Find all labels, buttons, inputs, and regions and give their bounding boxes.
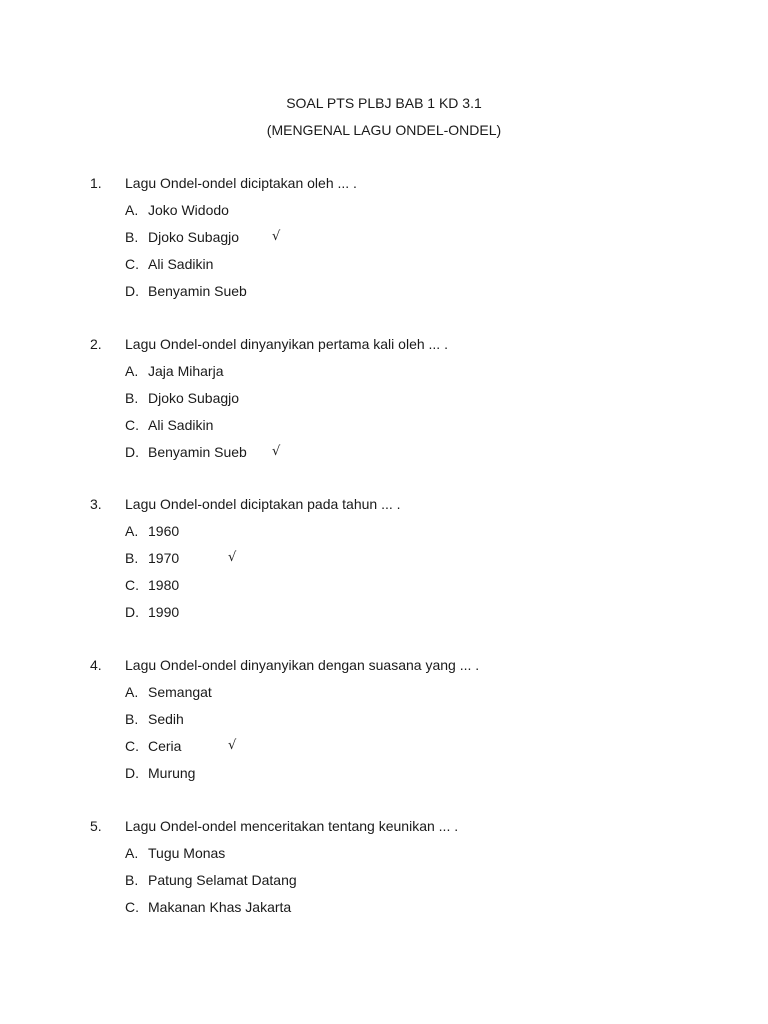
option-text: 1990 — [148, 604, 180, 620]
option-letter: B. — [125, 872, 139, 888]
option-letter: A. — [125, 845, 139, 861]
option-letter: A. — [125, 363, 139, 379]
option-text: Benyamin Sueb — [148, 444, 247, 460]
question-text: Lagu Ondel-ondel diciptakan oleh ... . — [125, 175, 357, 191]
option-letter: A. — [125, 523, 139, 539]
question-4 — [0, 656, 768, 791]
option-text: Joko Widodo — [148, 202, 229, 218]
answer-option — [0, 898, 768, 925]
answer-option — [0, 416, 768, 443]
answer-option — [0, 737, 768, 764]
option-letter: B. — [125, 711, 139, 727]
option-text: Benyamin Sueb — [148, 283, 247, 299]
answer-option — [0, 389, 768, 416]
option-text: 1970 — [148, 550, 180, 566]
option-text: 1960 — [148, 523, 180, 539]
option-letter: C. — [125, 577, 139, 593]
answer-option — [0, 576, 768, 603]
option-letter: D. — [125, 444, 139, 460]
answer-option — [0, 201, 768, 228]
question-number: 3. — [90, 496, 102, 512]
question-2 — [0, 335, 768, 470]
answer-option — [0, 603, 768, 630]
answer-option — [0, 282, 768, 309]
answer-option — [0, 443, 768, 470]
option-letter: C. — [125, 738, 139, 754]
question-row — [0, 174, 768, 201]
answer-option — [0, 522, 768, 549]
option-letter: C. — [125, 417, 139, 433]
option-letter: B. — [125, 390, 139, 406]
answer-option — [0, 844, 768, 871]
check-mark-icon: √ — [272, 444, 281, 459]
answer-option — [0, 362, 768, 389]
question-number: 2. — [90, 336, 102, 352]
option-text: Ali Sadikin — [148, 256, 214, 272]
check-mark-icon: √ — [228, 550, 237, 565]
option-text: 1980 — [148, 577, 180, 593]
question-3 — [0, 495, 768, 630]
document-subtitle: (MENGENAL LAGU ONDEL-ONDEL) — [266, 122, 502, 138]
option-text: Ali Sadikin — [148, 417, 214, 433]
option-text: Djoko Subagjo — [148, 229, 240, 245]
question-row — [0, 656, 768, 683]
option-letter: A. — [125, 202, 139, 218]
check-mark-icon: √ — [272, 229, 281, 244]
answer-option — [0, 549, 768, 576]
option-text: Sedih — [148, 711, 184, 727]
question-1 — [0, 174, 768, 309]
option-letter: C. — [125, 256, 139, 272]
question-text: Lagu Ondel-ondel dinyanyikan pertama kali oleh ... . — [125, 336, 448, 352]
question-text: Lagu Ondel-ondel menceritakan tentang keunikan ... . — [125, 818, 459, 834]
option-text: Tugu Monas — [148, 845, 226, 861]
question-number: 4. — [90, 657, 102, 673]
question-row — [0, 335, 768, 362]
question-row — [0, 817, 768, 844]
option-letter: C. — [125, 899, 139, 915]
option-letter: A. — [125, 684, 139, 700]
option-text: Makanan Khas Jakarta — [148, 899, 292, 915]
answer-option — [0, 764, 768, 791]
option-text: Semangat — [148, 684, 212, 700]
answer-option — [0, 871, 768, 898]
option-letter: B. — [125, 550, 139, 566]
question-text: Lagu Ondel-ondel diciptakan pada tahun ... . — [125, 496, 401, 512]
answer-option — [0, 228, 768, 255]
option-text: Murung — [148, 765, 196, 781]
option-letter: D. — [125, 765, 139, 781]
option-text: Patung Selamat Datang — [148, 872, 297, 888]
option-text: Jaja Miharja — [148, 363, 224, 379]
answer-option — [0, 710, 768, 737]
option-letter: D. — [125, 604, 139, 620]
answer-option — [0, 255, 768, 282]
question-text: Lagu Ondel-ondel dinyanyikan dengan suasana yang ... . — [125, 657, 480, 673]
question-5 — [0, 817, 768, 925]
answer-option — [0, 683, 768, 710]
question-number: 5. — [90, 818, 102, 834]
question-row — [0, 495, 768, 522]
option-letter: D. — [125, 283, 139, 299]
document-title: SOAL PTS PLBJ BAB 1 KD 3.1 — [286, 95, 482, 111]
option-text: Djoko Subagjo — [148, 390, 240, 406]
option-letter: B. — [125, 229, 139, 245]
check-mark-icon: √ — [228, 738, 237, 753]
question-number: 1. — [90, 175, 102, 191]
option-text: Ceria — [148, 738, 182, 754]
